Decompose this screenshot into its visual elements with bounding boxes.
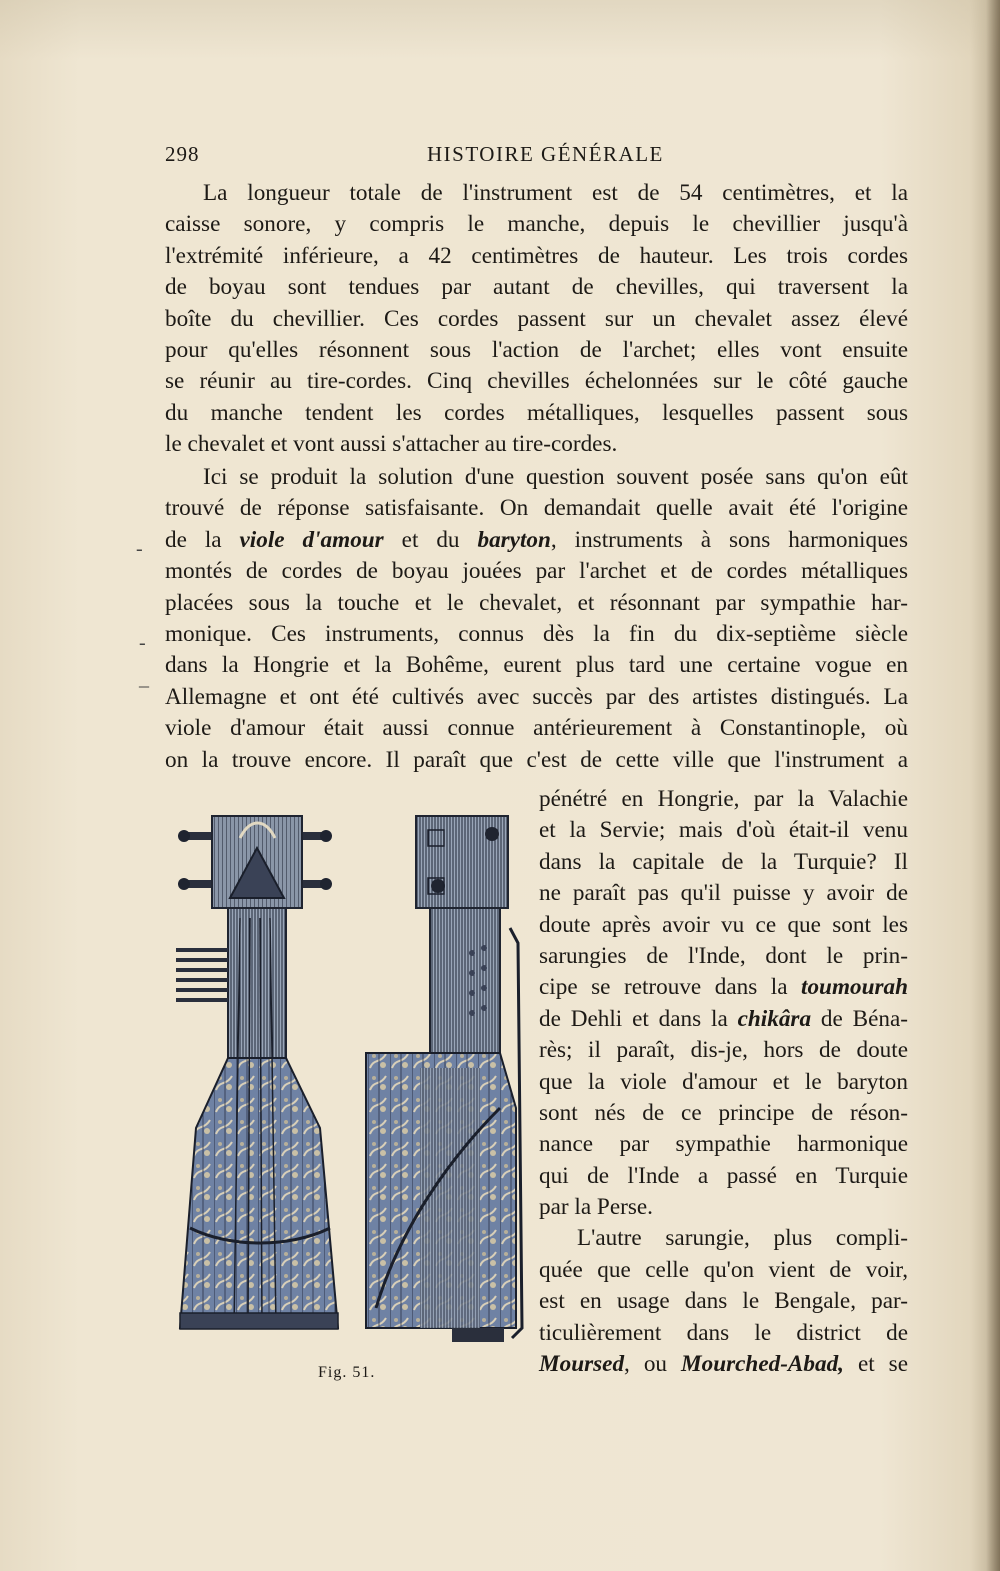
margin-mark: -	[136, 538, 143, 560]
text-line: cipe se retrouve dans la toumourah	[539, 974, 908, 1001]
text-line: trouvé de réponse satisfaisante. On demandait quelle avait été l'origine	[165, 495, 908, 522]
text-line: du manche tendent les cordes métalliques, lesquelles passent sous	[165, 399, 908, 426]
text-line: rès; il paraît, dis-je, hors de doute	[539, 1037, 908, 1064]
running-head: HISTOIRE GÉNÉRALE	[427, 142, 664, 166]
page-number: 298	[165, 142, 200, 166]
text-line: Ici se produit la solution d'une question souvent posée sans qu'on eût	[203, 464, 908, 490]
page-header	[165, 142, 908, 176]
text-line: ticulièrement dans le district de	[539, 1319, 908, 1346]
right-column-text	[539, 784, 908, 1380]
text-line: viole d'amour était aussi connue antérieurement à Constantinople, où	[165, 715, 908, 742]
term-moursed: Moursed	[539, 1351, 625, 1378]
text-line: l'extrémité inférieure, a 42 centimètres de hauteur. Les trois cordes	[165, 242, 908, 269]
text-line: se réunir au tire-cordes. Cinq chevilles échelonnées sur le côté gauche	[165, 368, 908, 395]
paragraph-2	[165, 462, 908, 776]
text-line: de la viole d'amour et du baryton, instruments à sons harmoniques	[165, 526, 908, 553]
term-viole-damour: viole d'amour	[239, 526, 384, 553]
page-top-shade	[0, 0, 1000, 60]
text-line: de Dehli et dans la chikâra de Béna-	[539, 1005, 908, 1032]
figure-sarungie-engraving	[170, 808, 530, 1398]
instrument-illustration	[170, 808, 530, 1368]
text-line: sarungies de l'Inde, dont le prin-	[539, 942, 908, 969]
text-line: nance par sympathie harmonique	[539, 1131, 908, 1158]
text-line: de boyau sont tendues par autant de chevilles, qui traversent la	[165, 274, 908, 301]
term-toumourah: toumourah	[801, 974, 908, 1001]
text-line: caisse sonore, y compris le manche, depuis le chevillier jusqu'à	[165, 211, 908, 238]
page-edge-shade	[986, 0, 1000, 1571]
text-line: quée que celle qu'on vient de voir,	[539, 1256, 908, 1283]
instrument-side-view	[366, 816, 522, 1342]
text-line: dans la capitale de la Turquie? Il	[539, 848, 908, 875]
margin-mark: _	[139, 668, 149, 690]
instrument-front-view	[176, 816, 338, 1329]
text-line: qui de l'Inde a passé en Turquie	[539, 1162, 908, 1189]
text-line: Moursed, ou Mourched-Abad, et se	[539, 1351, 908, 1378]
text-line: et la Servie; mais d'où était-il venu	[539, 817, 908, 844]
text-line: par la Perse.	[539, 1194, 653, 1221]
text-line: on la trouve encore. Il paraît que c'est de cette ville que l'instrument a	[165, 746, 908, 773]
text-line: Allemagne et ont été cultivés avec succès par des artistes distingués. La	[165, 683, 908, 710]
text-line: dans la Hongrie et la Bohême, eurent plus tard une certaine vogue en	[165, 652, 908, 679]
text-line: sont nés de ce principe de réson-	[539, 1099, 908, 1126]
term-mourched-abad: Mourched-Abad,	[681, 1351, 844, 1378]
text-line: ne paraît pas qu'il puisse y avoir de	[539, 880, 908, 907]
paragraph-1	[165, 178, 908, 461]
term-chikara: chikâra	[737, 1005, 812, 1032]
text-line: placées sous la touche et le chevalet, et résonnant par sympathie har-	[165, 589, 908, 616]
figure-caption: Fig. 51.	[318, 1364, 376, 1381]
text-line: L'autre sarungie, plus compli-	[577, 1225, 908, 1252]
margin-mark: -	[139, 632, 146, 654]
text-line: montés de cordes de boyau jouées par l'archet et de cordes métalliques	[165, 558, 908, 585]
text-line: boîte du chevillier. Ces cordes passent sur un chevalet assez élevé	[165, 305, 908, 332]
text-line: pénétré en Hongrie, par la Valachie	[539, 786, 908, 812]
term-baryton: baryton	[477, 526, 551, 553]
text-line: La longueur totale de l'instrument est de 54 centimètres, et la	[203, 180, 908, 206]
text-line: monique. Ces instruments, connus dès la fin du dix-septième siècle	[165, 620, 908, 647]
text-line: est en usage dans le Bengale, par-	[539, 1288, 908, 1315]
text-line: pour qu'elles résonnent sous l'action de l'archet; elles vont ensuite	[165, 336, 908, 363]
text-line: doute après avoir vu ce que sont les	[539, 911, 908, 938]
text-line: le chevalet et vont aussi s'attacher au tire-cordes.	[165, 431, 618, 458]
text-line: que la viole d'amour et le baryton	[539, 1068, 908, 1095]
